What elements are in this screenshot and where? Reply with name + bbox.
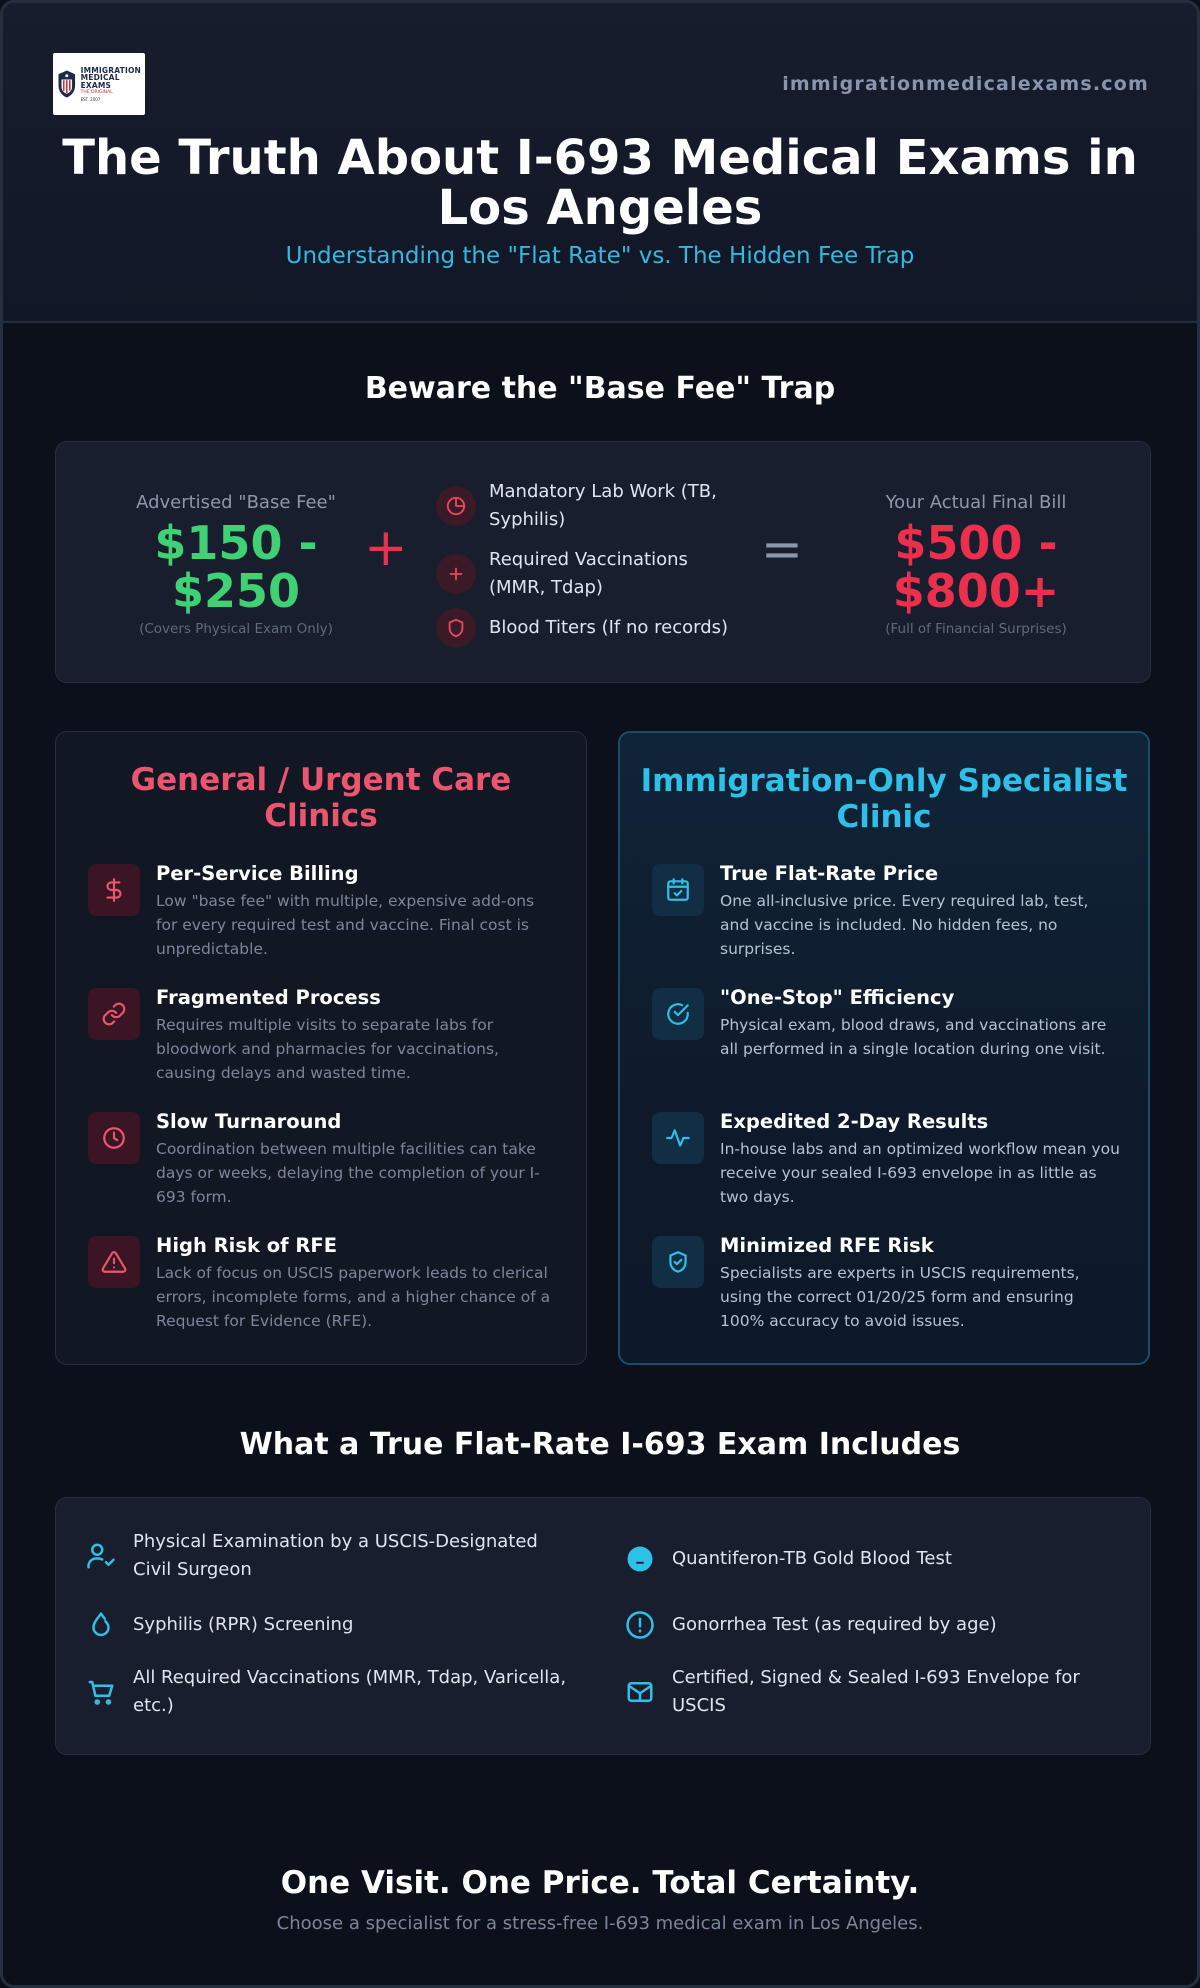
activity-icon	[652, 1112, 704, 1164]
feature-item	[652, 1236, 1120, 1333]
include-item	[623, 1664, 1122, 1720]
advertised-fee-price: $150 - $250	[154, 516, 318, 618]
page-subtitle: Understanding the "Flat Rate" vs. The Hidden Fee Trap	[285, 243, 915, 269]
feature-desc: In-house labs and an optimized workflow mean you receive your sealed I-693 envelope in as little as two days.	[720, 1140, 1120, 1206]
include-label: Quantiferon-TB Gold Blood Test	[672, 1548, 952, 1569]
feature-desc: Physical exam, blood draws, and vaccinations are all performed in a single location during one visit.	[720, 1016, 1107, 1058]
addon-titers	[436, 608, 749, 648]
calendar-check-icon	[652, 864, 704, 916]
include-item	[84, 1608, 353, 1642]
feature-desc: Coordination between multiple facilities can take days or weeks, delaying the completion of your I-693 form.	[156, 1140, 540, 1206]
pie-chart-icon	[436, 486, 476, 526]
footer-subtitle: Choose a specialist for a stress-free I-693 medical exam in Los Angeles.	[276, 1913, 924, 1934]
logo-line1: IMMIGRATION	[80, 65, 141, 75]
alert-circle-icon	[623, 1608, 657, 1642]
feature-title: True Flat-Rate Price	[720, 862, 939, 885]
clock-icon	[88, 1112, 140, 1164]
includes-heading: What a True Flat-Rate I-693 Exam Includes	[239, 1427, 961, 1462]
shield-icon	[436, 608, 476, 648]
feature-title: Minimized RFE Risk	[720, 1234, 934, 1257]
feature-item	[652, 1112, 1120, 1209]
include-label: Gonorrhea Test (as required by age)	[672, 1614, 997, 1635]
check-circle-icon	[652, 988, 704, 1040]
advertised-fee	[96, 492, 376, 637]
shield-logo-icon	[57, 64, 77, 104]
feature-title: Expedited 2-Day Results	[720, 1110, 989, 1133]
equals-sign: =	[761, 520, 803, 578]
footer-title: One Visit. One Price. Total Certainty.	[280, 1865, 920, 1901]
include-label: Physical Examination by a USCIS-Designated Civil Surgeon	[133, 1531, 538, 1580]
header	[3, 3, 1197, 323]
envelope-icon	[623, 1675, 657, 1709]
warning-icon	[88, 1236, 140, 1288]
addon-lab-work	[436, 478, 749, 534]
logo-text	[81, 67, 141, 102]
include-label: Syphilis (RPR) Screening	[133, 1614, 354, 1635]
page-title: The Truth About I-693 Medical Exams in Los Angeles	[62, 130, 1138, 236]
actual-fee-label: Your Actual Final Bill	[885, 492, 1067, 513]
feature-title: "One-Stop" Efficiency	[720, 986, 955, 1009]
addon-label: Required Vaccinations (MMR, Tdap)	[489, 549, 688, 598]
addon-vaccinations	[436, 546, 749, 602]
feature-title: Slow Turnaround	[156, 1110, 342, 1133]
logo-line2: THE ORIGINAL	[80, 90, 113, 95]
droplet-icon	[84, 1608, 118, 1642]
feature-item	[88, 864, 558, 961]
include-item	[623, 1542, 952, 1576]
advertised-fee-label: Advertised "Base Fee"	[136, 492, 336, 513]
cart-icon	[84, 1675, 118, 1709]
actual-fee	[836, 492, 1116, 637]
include-item	[623, 1608, 997, 1642]
advertised-fee-note: (Covers Physical Exam Only)	[139, 621, 333, 637]
feature-item	[652, 864, 1120, 961]
feature-item	[88, 1112, 558, 1209]
addon-label: Mandatory Lab Work (TB, Syphilis)	[489, 481, 717, 530]
specialist-clinic-card	[618, 731, 1150, 1365]
shield-check-icon	[652, 1236, 704, 1288]
fee-comparison-box	[55, 441, 1151, 683]
site-url[interactable]: immigrationmedicalexams.com	[782, 73, 1149, 95]
card-title: Immigration-Only Specialist Clinic	[640, 763, 1128, 835]
logo-line1b: MEDICAL EXAMS	[80, 73, 120, 90]
feature-item	[88, 1236, 558, 1333]
plus-icon	[436, 554, 476, 594]
include-item	[84, 1528, 553, 1584]
include-label: Certified, Signed & Sealed I-693 Envelope for USCIS	[672, 1667, 1080, 1716]
feature-title: High Risk of RFE	[156, 1234, 338, 1257]
feature-desc: Low "base fee" with multiple, expensive add-ons for every required test and vaccine. Final cost is unpredictable.	[156, 892, 535, 958]
feature-item	[652, 988, 1120, 1061]
logo-line3: EST. 2007	[80, 96, 101, 102]
include-item	[84, 1664, 573, 1720]
tb-test-icon	[623, 1542, 657, 1576]
actual-fee-note: (Full of Financial Surprises)	[885, 621, 1067, 637]
addon-label: Blood Titers (If no records)	[489, 617, 729, 638]
link-icon	[88, 988, 140, 1040]
feature-title: Fragmented Process	[156, 986, 381, 1009]
feature-desc: Requires multiple visits to separate labs for bloodwork and pharmacies for vaccinations, causing delays and wasted time.	[156, 1016, 499, 1082]
feature-desc: Lack of focus on USCIS paperwork leads to clerical errors, incomplete forms, and a higher chance of a Request for Evidence (RFE).	[156, 1264, 551, 1330]
include-label: All Required Vaccinations (MMR, Tdap, Varicella, etc.)	[133, 1667, 567, 1716]
plus-sign: +	[364, 518, 408, 578]
dollar-icon	[88, 864, 140, 916]
feature-title: Per-Service Billing	[156, 862, 359, 885]
actual-fee-price: $500 - $800+	[892, 516, 1060, 618]
logo	[53, 53, 145, 115]
card-title: General / Urgent Care Clinics	[130, 762, 512, 834]
feature-desc: One all-inclusive price. Every required lab, test, and vaccine is included. No hidden fees, no surprises.	[720, 892, 1089, 958]
feature-desc: Specialists are experts in USCIS requirements, using the correct 01/20/25 form and ensuring 100% accuracy to avoid issues.	[720, 1264, 1080, 1330]
general-clinics-card	[55, 731, 587, 1365]
feature-item	[88, 988, 558, 1085]
trap-heading: Beware the "Base Fee" Trap	[364, 371, 836, 406]
includes-box	[55, 1497, 1151, 1755]
user-check-icon	[84, 1539, 118, 1573]
